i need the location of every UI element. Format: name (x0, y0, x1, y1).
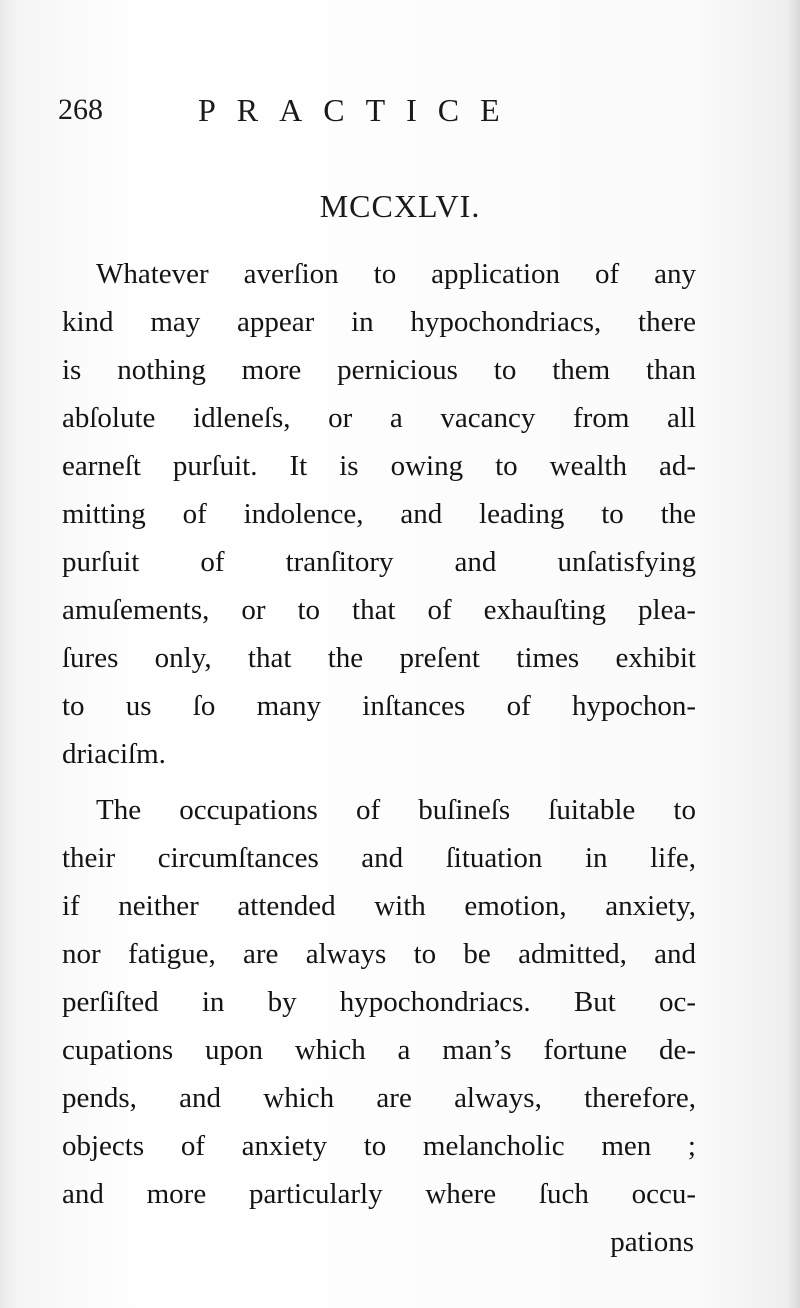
text-line: perſiſted in by hypochondriacs. But oc- (62, 986, 696, 1018)
text-line: cupations upon which a man’s fortune de- (62, 1034, 696, 1066)
section-number: MCCXLVI. (319, 188, 481, 224)
text-line: abſolute idleneſs, or a vacancy from all (62, 402, 696, 434)
text-line: and more particularly where ſuch occu- (62, 1178, 696, 1210)
page-number: 268 (58, 93, 103, 126)
text-line: mitting of indolence, and leading to the (62, 498, 696, 530)
text-line: objects of anxiety to melancholic men ; (62, 1130, 696, 1162)
text-line: their circumſtances and ſituation in life, (62, 842, 696, 874)
page-header (58, 88, 698, 132)
paragraph-gap (62, 778, 696, 786)
running-head: PRACTICE (198, 92, 521, 128)
text-line: nor fatigue, are always to be admitted, and (62, 938, 696, 970)
text-line: amuſements, or to that of exhauſting plea- (62, 594, 696, 626)
text-line: pends, and which are always, therefore, (62, 1082, 696, 1114)
text-line: is nothing more pernicious to them than (62, 354, 696, 386)
catchword: pations (610, 1226, 694, 1258)
text-line: Whatever averſion to application of any (96, 258, 696, 290)
text-line: ſures only, that the preſent times exhibit (62, 642, 696, 674)
text-line: to us ſo many inſtances of hypochon- (62, 690, 696, 722)
text-line: The occupations of buſineſs ſuitable to (96, 794, 696, 826)
paragraph-2 (62, 786, 696, 1218)
paragraph-1 (62, 250, 696, 778)
text-line: earneſt purſuit. It is owing to wealth ad- (62, 450, 696, 482)
text-line: purſuit of tranſitory and unſatisfying (62, 546, 696, 578)
body-text (62, 250, 696, 1266)
text-line: kind may appear in hypochondriacs, there (62, 306, 696, 338)
text-line: if neither attended with emotion, anxiety, (62, 890, 696, 922)
text-line: driaciſm. (62, 738, 166, 770)
